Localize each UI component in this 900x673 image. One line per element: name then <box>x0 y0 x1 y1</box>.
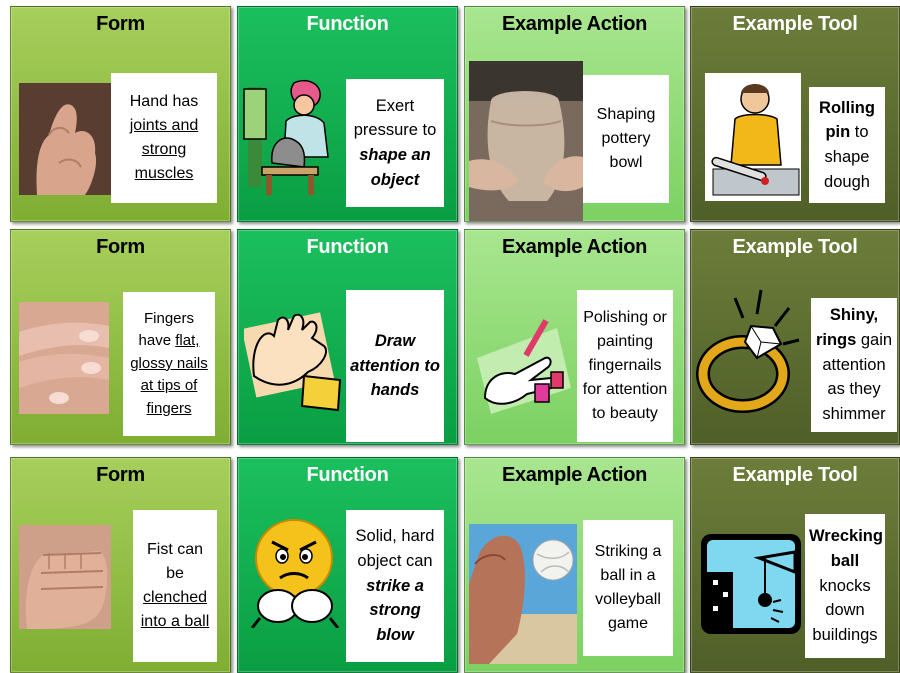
action-tile-row3 <box>464 457 685 673</box>
tool-text-plain: to shape dough <box>824 123 870 191</box>
tool-text <box>805 514 885 658</box>
form-text-underlined: joints and strong muscles <box>129 117 199 182</box>
form-text-underlined: clenched into a ball <box>140 589 210 630</box>
tool-tile-row1 <box>690 6 900 222</box>
tool-text-plain: knocks down buildings <box>812 576 878 645</box>
tool-header: Example Tool <box>732 236 858 258</box>
form-tile-row3 <box>10 457 231 673</box>
tool-text <box>811 298 897 432</box>
pottery-hands-photo <box>469 61 583 221</box>
tool-text-bold: Shiny, rings <box>815 306 879 349</box>
tool-header: Example Tool <box>732 464 858 486</box>
clenched-fist-photo <box>19 525 111 629</box>
function-text <box>346 510 444 662</box>
nail-polish-clipart <box>471 308 575 420</box>
function-tile-row3 <box>237 457 458 673</box>
action-tile-row1 <box>464 6 685 222</box>
function-text-plain: Solid, hard object can <box>355 527 435 570</box>
tool-text-bold: Rolling pin <box>819 98 875 142</box>
form-text <box>123 292 215 436</box>
tool-text-plain: gain attention as they shimmer <box>822 330 893 424</box>
tool-header: Example Tool <box>732 13 858 35</box>
function-text-emphasis: strike a strong blow <box>366 576 424 645</box>
tool-text <box>809 87 885 203</box>
form-header: Form <box>96 13 145 35</box>
tool-tile-row3 <box>690 457 900 673</box>
form-tile-row1 <box>10 6 231 222</box>
diamond-ring-clipart <box>695 288 805 418</box>
bent-finger-photo <box>19 83 111 195</box>
action-tile-row2 <box>464 229 685 445</box>
action-text <box>577 290 673 442</box>
form-text-underlined: flat, glossy nails at tips of fingers <box>130 332 208 417</box>
function-text <box>346 290 444 442</box>
baker-rolling-dough-clipart <box>705 73 801 201</box>
action-text <box>583 75 669 203</box>
action-header: Example Action <box>501 13 648 35</box>
sculptor-clipart <box>242 77 340 197</box>
form-header: Form <box>96 464 145 486</box>
angry-face-fists-clipart <box>250 512 340 628</box>
action-text <box>583 520 673 656</box>
function-tile-row2 <box>237 229 458 445</box>
wrecking-ball-clipart <box>699 532 803 636</box>
form-text-plain: Fist can be <box>146 541 203 582</box>
function-tile-row1 <box>237 6 458 222</box>
function-header: Function <box>306 13 389 35</box>
volleyball-player-photo <box>469 524 577 664</box>
form-text-plain: Hand has <box>129 93 199 110</box>
form-text <box>111 73 217 203</box>
function-text <box>346 79 444 207</box>
function-text-emphasis: Draw attention to hands <box>350 331 440 400</box>
form-text <box>133 510 217 662</box>
tool-tile-row2 <box>690 229 900 445</box>
fingernails-photo <box>19 302 109 414</box>
form-text-plain: Fingers have <box>138 309 195 350</box>
hand-clipart <box>244 306 344 416</box>
function-text-emphasis: shape an object <box>359 146 431 189</box>
function-header: Function <box>306 236 389 258</box>
function-header: Function <box>306 464 389 486</box>
action-text-value: Striking a ball in a volleyball game <box>594 543 662 632</box>
action-text-value: Shaping pottery bowl <box>596 106 656 171</box>
function-text-plain: Exert pressure to <box>353 96 437 140</box>
tool-text-bold: Wrecking ball <box>809 527 883 570</box>
action-text-value: Polishing or painting fingernails for attention to beauty <box>582 309 668 422</box>
action-header: Example Action <box>501 236 648 258</box>
form-header: Form <box>96 236 145 258</box>
action-header: Example Action <box>501 464 648 486</box>
form-tile-row2 <box>10 229 231 445</box>
